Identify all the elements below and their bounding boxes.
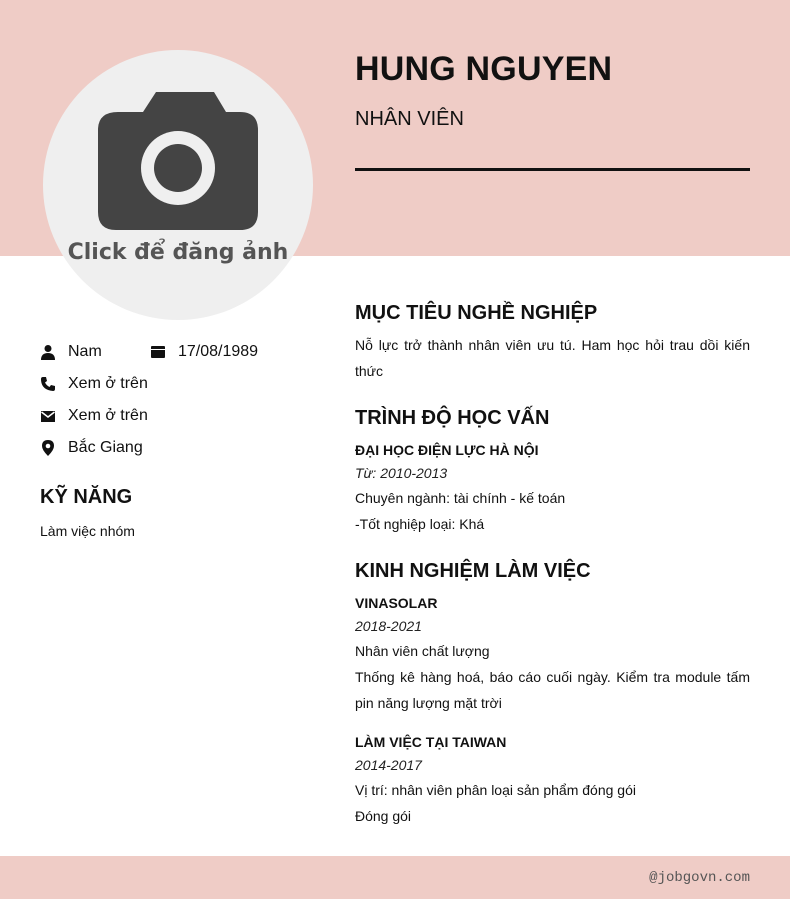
objective-text[interactable]: Nỗ lực trở thành nhân viên ưu tú. Ham học hỏi trau dồi kiến thức: [355, 337, 750, 379]
person-icon: [40, 344, 56, 360]
experience-detail[interactable]: Thống kê hàng hoá, báo cáo cuối ngày. Kiểm tra module tấm pin năng lượng mặt trời: [355, 669, 750, 711]
education-detail[interactable]: -Tốt nghiệp loại: Khá: [355, 516, 485, 532]
location-pin-icon: [40, 440, 56, 456]
info-email[interactable]: [40, 407, 148, 425]
birthdate-value: 17/08/1989: [178, 343, 259, 360]
experience-company[interactable]: VINASOLAR: [355, 595, 438, 611]
experience-period[interactable]: 2018-2021: [355, 618, 422, 634]
gender-value: Nam: [68, 343, 102, 360]
main-content: [355, 0, 750, 856]
experience-detail[interactable]: Vị trí: nhân viên phân loại sản phẩm đóng gói: [355, 782, 636, 798]
photo-upload[interactable]: [43, 50, 313, 320]
calendar-icon: [150, 344, 166, 360]
footer-brand: @jobgovn.com: [649, 870, 750, 886]
phone-value: Xem ở trên: [68, 375, 148, 392]
experience-period[interactable]: 2014-2017: [355, 757, 422, 773]
objective-heading: MỤC TIÊU NGHỀ NGHIỆP: [355, 302, 598, 324]
education-detail[interactable]: Chuyên ngành: tài chính - kế toán: [355, 490, 566, 506]
candidate-position[interactable]: NHÂN VIÊN: [355, 108, 464, 130]
experience-heading: KINH NGHIỆM LÀM VIỆC: [355, 560, 591, 582]
education-heading: TRÌNH ĐỘ HỌC VẤN: [355, 407, 550, 429]
info-address[interactable]: [40, 439, 143, 457]
address-value: Bắc Giang: [68, 439, 143, 456]
info-phone[interactable]: [40, 375, 148, 393]
camera-icon: [98, 90, 258, 230]
experience-company[interactable]: LÀM VIỆC TẠI TAIWAN: [355, 734, 507, 750]
experience-detail[interactable]: Đóng gói: [355, 808, 412, 824]
candidate-name[interactable]: HUNG NGUYEN: [355, 50, 613, 88]
education-school[interactable]: ĐẠI HỌC ĐIỆN LỰC HÀ NỘI: [355, 442, 539, 458]
skills-heading: KỸ NĂNG: [40, 486, 133, 508]
phone-icon: [40, 376, 56, 392]
skill-item[interactable]: Làm việc nhóm: [40, 523, 135, 539]
envelope-icon: [40, 408, 56, 424]
photo-upload-label: Click để đăng ảnh: [67, 240, 289, 265]
education-period[interactable]: Từ: 2010-2013: [355, 465, 448, 481]
info-birthdate[interactable]: [150, 343, 258, 361]
experience-detail[interactable]: Nhân viên chất lượng: [355, 643, 490, 659]
info-gender[interactable]: [40, 343, 102, 361]
email-value: Xem ở trên: [68, 407, 148, 424]
